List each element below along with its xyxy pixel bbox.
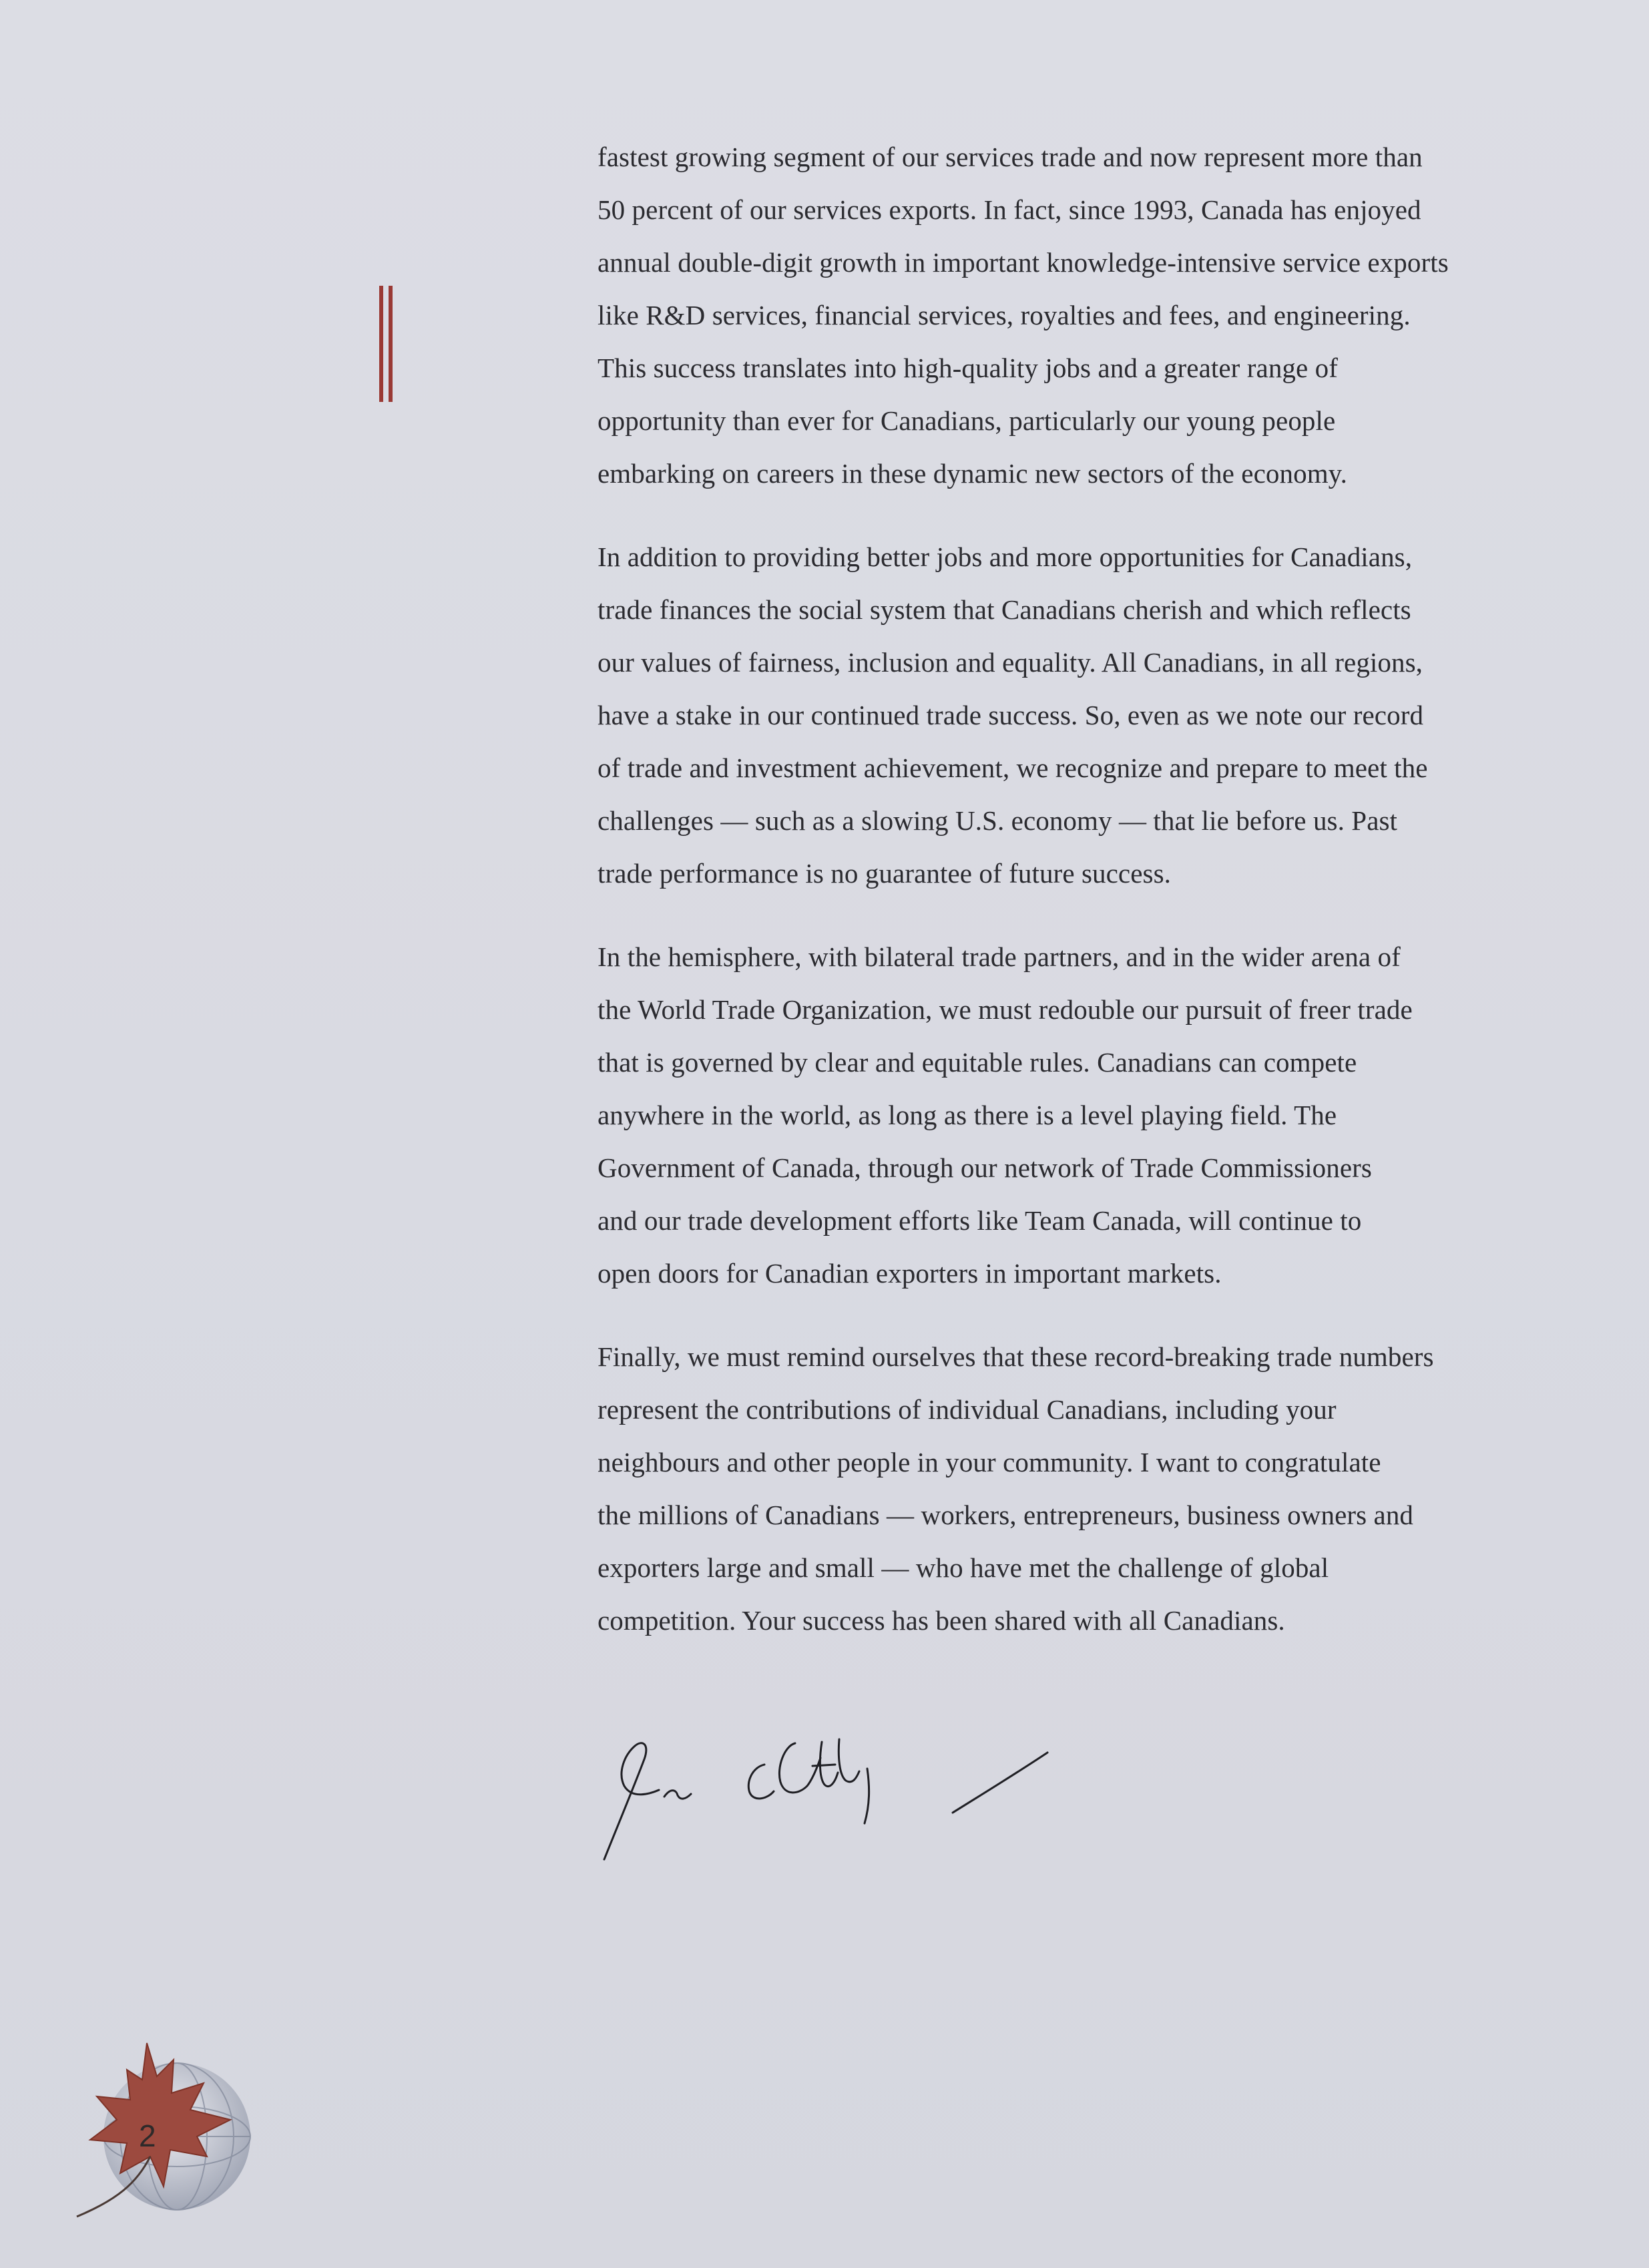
body-text	[598, 131, 1572, 1647]
paragraph: In addition to providing better jobs and more opportunities for Canadians, trade finances the social system that Canadians cherish and which reflects our values of fairness, inclusion and equality. All Canadians, in all regions, have a stake in our continued trade success. So, even as we note our record of trade and investment achievement, we recognize and prepare to meet the challenges — such as a slowing U.S. economy — that lie before us. Past trade performance is no guarantee of future success.	[598, 541, 1428, 889]
decorative-double-rule	[379, 286, 395, 402]
rule-bar	[379, 286, 383, 402]
paragraph: Finally, we must remind ourselves that these record-breaking trade numbers represent the contributions of individual Canadians, including your neighbours and other people in your community. I want to congratulate the millions of Canadians — workers, entrepreneurs, business owners and exporters large and small — who have met the challenge of global competition. Your success has been shared with all Canadians.	[598, 1341, 1434, 1636]
paragraph: fastest growing segment of our services trade and now represent more than 50 percent of our services exports. In fact, since 1993, Canada has enjoyed annual double-digit growth in important knowledge-intensive service exports like R&D services, financial services, royalties and fees, and engineering. This success translates into high-quality jobs and a greater range of opportunity than ever for Canadians, particularly our young people embarking on careers in these dynamic new sectors of the economy.	[598, 142, 1449, 489]
rule-bar	[389, 286, 393, 402]
paragraph: In the hemisphere, with bilateral trade partners, and in the wider arena of the World Trade Organization, we must redouble our pursuit of freer trade that is governed by clear and equitable rules. Canadians can compete anywhere in the world, as long as there is a level playing field. The Government of Canada, through our network of Trade Commissioners and our trade development efforts like Team Canada, will continue to open doors for Canadian exporters in important markets.	[598, 941, 1413, 1289]
page-number: 2	[139, 2118, 156, 2153]
maple-leaf-globe-icon	[63, 2030, 257, 2223]
signature	[598, 1726, 1065, 1866]
